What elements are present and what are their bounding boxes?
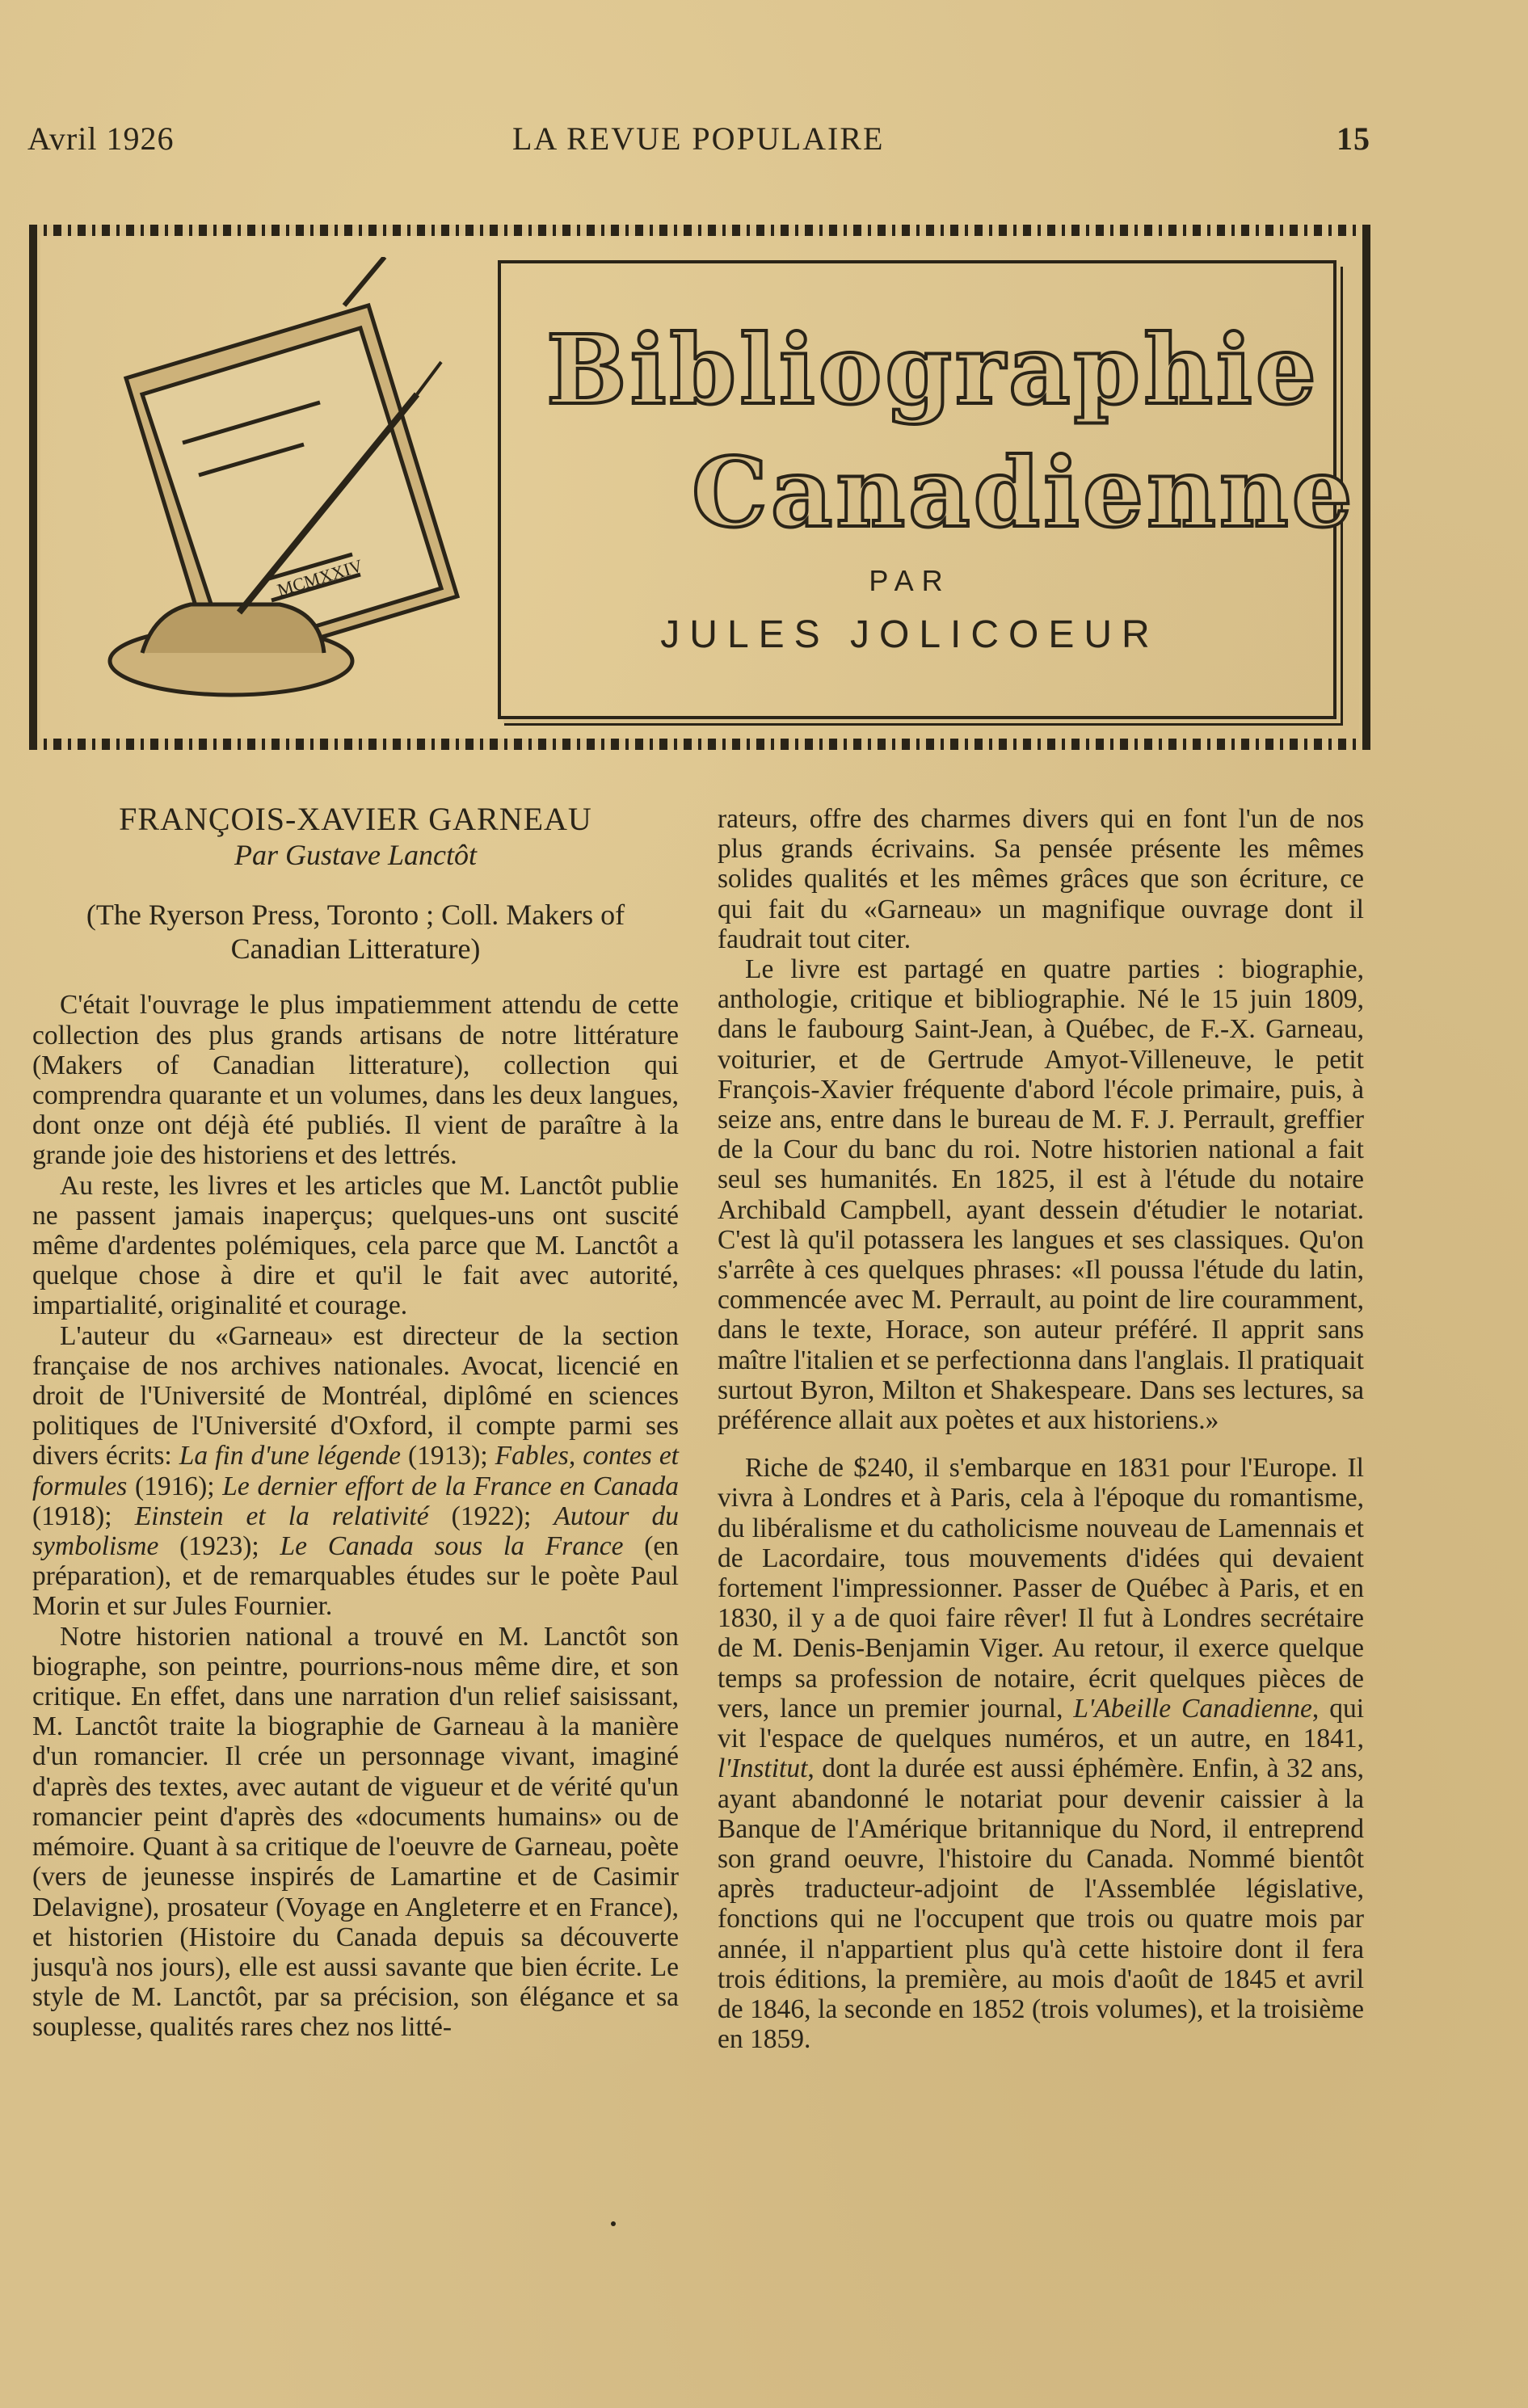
paragraph-continued: rateurs, offre des charmes divers qui en font l'un de nos plus grands écrivains. Sa pensée présente les mêmes solides qualités et les mêmes grâces que son écriture, ce qui fait du «Garneau» un magnifique ouvrage dont il faudrait tout citer. (718, 804, 1364, 954)
running-head (27, 120, 1385, 160)
book-title: La fin d'une légende (179, 1441, 401, 1471)
column-left (32, 801, 680, 2043)
book-title: Einstein et la relativité (134, 1501, 429, 1531)
book-title: Le dernier effort de la France en Canada (222, 1471, 680, 1501)
article-byline: Par Gustave Lanctôt (234, 839, 477, 872)
article-title: FRANÇOIS-XAVIER GARNEAU (119, 801, 592, 837)
issue-date: Avril 1926 (27, 120, 175, 157)
paragraph: Riche de $240, il s'embarque en 1831 pour l'Europe. Il vivra à Londres et à Paris, cela à l'époque du romantisme, du libéralisme et du catholicisme nouveau de Lamennais et de Lacordaire, tous mouvements d'idées qui devaient fortement l'impressionner. Passer de Québec à Paris, et en 1830, il y a de quoi faire rêver! Il fut à Londres secrétaire de M. Denis-Benjamin Viger. Au retour, il exerce quelque temps sa profession de notaire, écrit quelques pièces de vers, lance un premier journal, L'Abeille Canadienne, qui vit l'espace de quelques numéros, et un autre, en 1841, l'Institut, dont la durée est aussi éphémère. Enfin, à 32 ans, ayant abandonné le notariat pour devenir caissier à la Banque de l'Amérique britannique du Nord, il entreprend son grand oeuvre, l'histoire du Canada. Nommé bientôt après traducteur-adjoint de l'Assemblée législative, fonctions qui ne l'occupent que trois ou quatre mois par année, il n'appartient plus qu'à cette histoire dont il fera trois éditions, la première, au mois d'août de 1845 et avril de 1846, la seconde en 1852 (trois volumes), et la troisième en 1859. (718, 1453, 1364, 2055)
section-author: JULES JOLICOEUR (660, 613, 1160, 656)
paragraph: C'était l'ouvrage le plus impatiemment attendu de cette collection des plus grands artisans de notre littérature (Makers of Canadian litterature), collection qui comprendra quarante et un volumes, dans les deux langues, dont onze ont déjà été publiés. Il vient de paraître à la grande joie des historiens et des lettrés. (32, 990, 679, 1171)
journal-title: L'Abeille Canadienne (1073, 1693, 1312, 1724)
book-title: Fables, contes et formules (32, 1441, 679, 1501)
print-speck (611, 2221, 616, 2226)
paragraph: Notre historien national a trouvé en M. Lanctôt son biographe, son peintre, pourrions-nous même dire, et son critique. En effet, dans une narration d'un relief saisissant, M. Lanctôt traite la biographie de Garneau à la manière d'un romancier. Il crée un personnage vivant, imaginé d'après des textes, avec autant de vigueur et de vérité qu'un romancier peint d'après des «documents humains» ou de mémoire. Quant à sa critique de l'oeuvre de Garneau, poète (vers de jeunesse inspirés de Lamartine et de Casimir Delavigne), prosateur (Voyage en Angleterre et en France), et historien (Histoire du Canada depuis sa découverte jusqu'à nos jours), elle est aussi savante que bien écrite. Le style de M. Lanctôt, par sa précision, son élégance et sa souplesse, qualités rares chez nos litté- (32, 1621, 679, 2043)
paragraph: Au reste, les livres et les articles que M. Lanctôt publie ne passent jamais inaperçus; quelques-uns ont suscité même d'ardentes polémiques, cela parce que M. Lanctôt a quelque chose à dire et qu'il le fait avec autorité, impartialité, originalité et courage. (32, 1170, 679, 1321)
by-label: PAR (869, 564, 951, 597)
section-title-line1: Bibliographie (546, 314, 1320, 426)
paragraph: L'auteur du «Garneau» est directeur de la section française de nos archives nationales. Avocat, licencié en droit de l'Université de Montréal, diplômé en sciences politiques de l'Université d'Oxford, il compte parmi ses divers écrits: La fin d'une légende (1913); Fables, contes et formules (1916); Le dernier effort de la France en Canada (1918); Einstein et la relativité (1922); Autour du symbolisme (1923); Le Canada sous la France (en préparation), et de remarquables études sur le poète Paul Morin et sur Jules Fournier. (32, 1320, 680, 1622)
article-source: (The Ryerson Press, Toronto ; Coll. Makers of Canadian Litterature) (86, 899, 625, 966)
journal-title: l'Institut (718, 1753, 808, 1784)
column-right (718, 804, 1364, 2054)
book-title: Le Canada sous la France (280, 1531, 624, 1562)
paragraph: Le livre est partagé en quatre parties : biographie, anthologie, critique et bibliographie. Né le 15 juin 1809, dans le faubourg Saint-Jean, à Québec, de F.-X. Garneau, voiturier, et de Gertrude Amyot-Villeneuve, le petit François-Xavier fréquente d'abord l'école primaire, puis, à seize ans, entre dans le bureau de M. F. J. Perrault, greffier de la Cour du banc du roi. Notre historien national a fait seul ses humanités. En 1825, il est à l'étude du notaire Archibald Campbell, ayant dessein d'étudier le notariat. C'est là qu'il potassera les langues et ses classiques. Qu'on s'arrête à ces quelques phrases: «Il poussa l'étude du latin, commencée avec M. Perrault, au point de lire couramment, dans le texte, Horace, son auteur préféré. Il apprit sans maître l'italien et se perfectionna dans l'anglais. Il pratiquait surtout Byron, Milton et Shakespeare. Dans ses lectures, sa préférence allait aux poètes et aux historiens.» (718, 954, 1364, 1436)
publication-title: LA REVUE POPULAIRE (512, 120, 885, 157)
svg-text:MCMXXIV: MCMXXIV (275, 555, 365, 600)
section-banner (29, 225, 1370, 750)
section-title-line2: Canadienne (692, 436, 1356, 549)
page-number: 15 (1336, 120, 1370, 157)
book-inkwell-quill-icon (78, 257, 498, 709)
book-title: Autour du symbolisme (32, 1501, 679, 1562)
